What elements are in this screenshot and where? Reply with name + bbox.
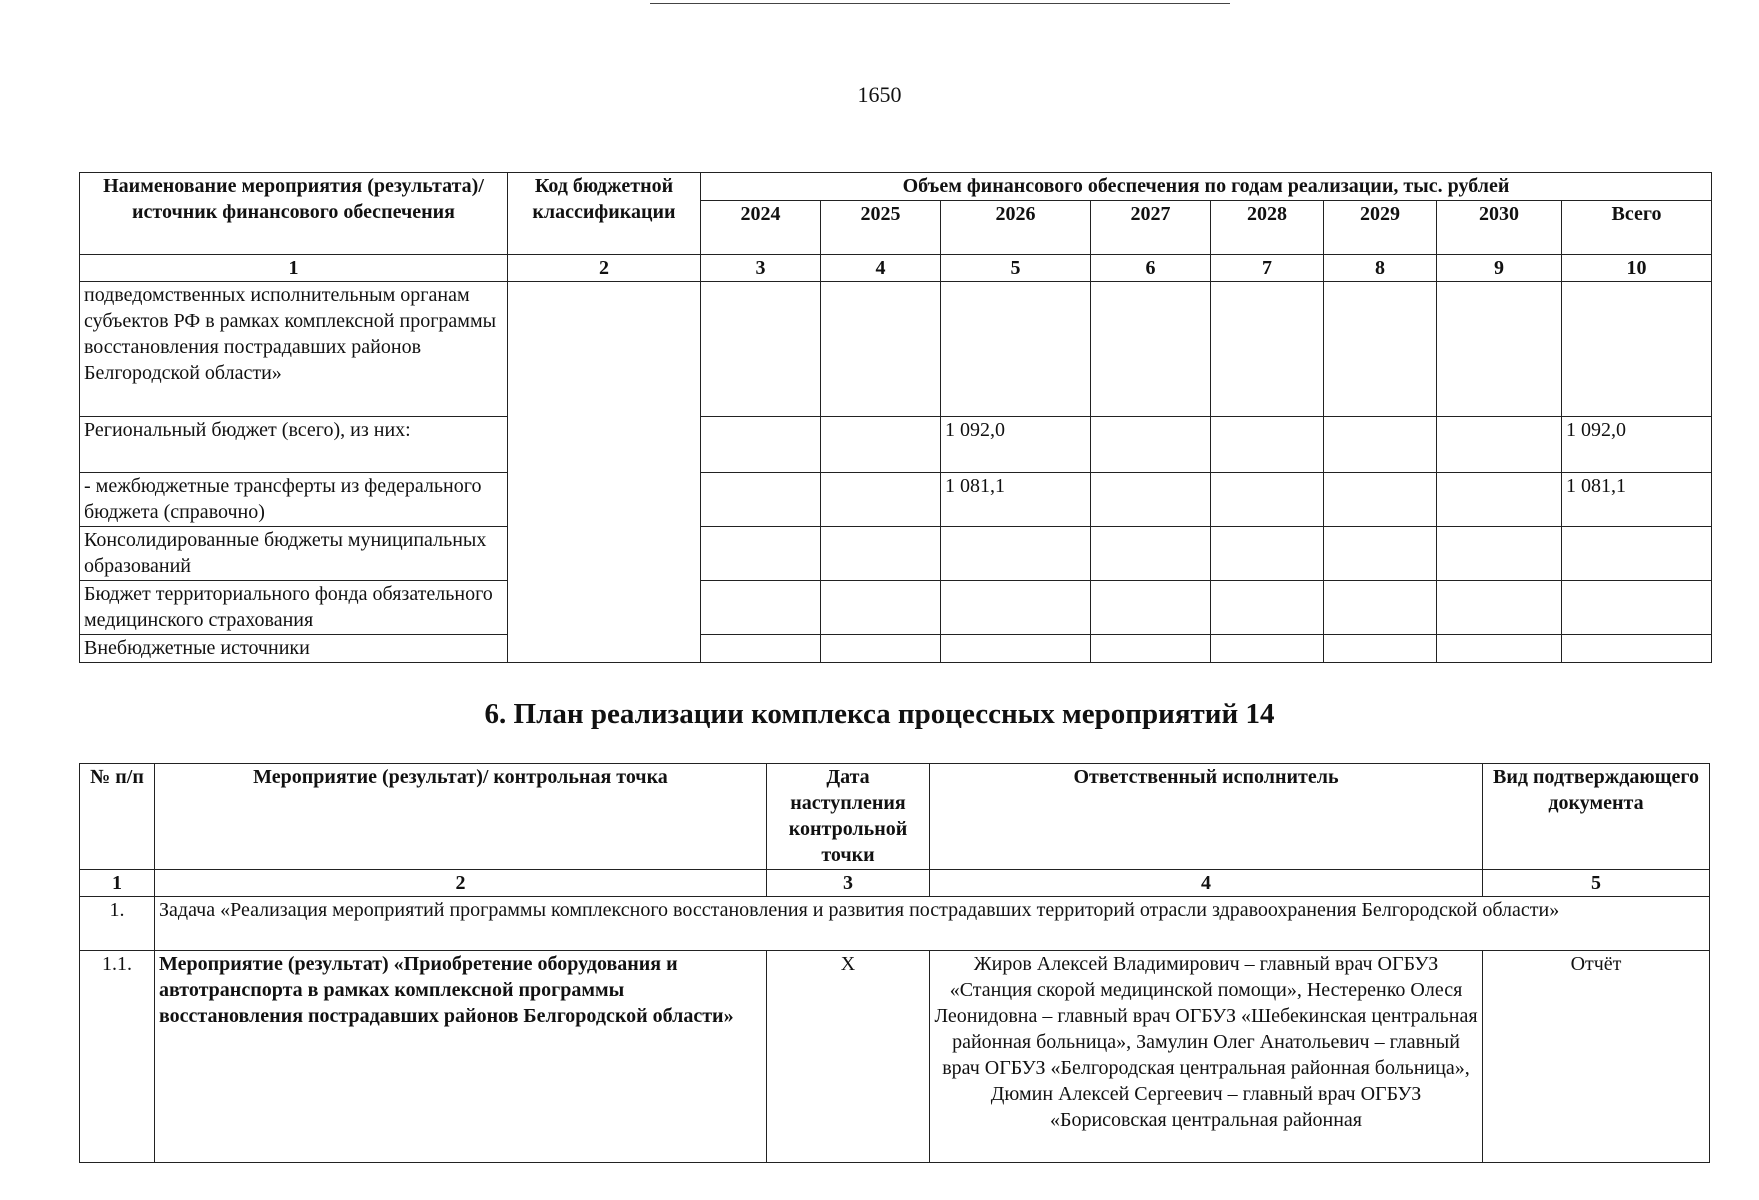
- value-cell: [1324, 581, 1437, 635]
- event-title: Мероприятие (результат) «Приобретение оборудования и автотранспорта в рамках комплексной программы восстановления пострадавших районов Белгородской области»: [155, 951, 767, 1163]
- value-cell: [1091, 282, 1211, 417]
- value-cell: [1211, 635, 1324, 663]
- header-year: 2025: [821, 201, 941, 255]
- value-cell: [821, 527, 941, 581]
- value-cell: [701, 635, 821, 663]
- col-number: 7: [1211, 255, 1324, 282]
- value-cell: [1324, 473, 1437, 527]
- value-cell: [701, 282, 821, 417]
- value-cell: [1091, 417, 1211, 473]
- event-doc: Отчёт: [1483, 951, 1710, 1163]
- value-cell: [1437, 527, 1562, 581]
- header-total: Всего: [1562, 201, 1712, 255]
- header-date: Дата наступления контрольной точки: [767, 764, 930, 870]
- value-cell: 1 081,1: [1562, 473, 1712, 527]
- value-cell: [1324, 282, 1437, 417]
- col-number: 2: [155, 870, 767, 897]
- value-cell: [821, 282, 941, 417]
- value-cell: [821, 417, 941, 473]
- col-number: 4: [821, 255, 941, 282]
- value-cell: [821, 581, 941, 635]
- value-cell: [1211, 527, 1324, 581]
- col-number: 1: [80, 255, 508, 282]
- value-cell: [1091, 581, 1211, 635]
- table-row: [80, 635, 1712, 663]
- page-number: 1650: [857, 82, 902, 107]
- value-cell: [1324, 417, 1437, 473]
- table-row: [80, 282, 1712, 417]
- col-number: 2: [508, 255, 701, 282]
- col-number: 5: [941, 255, 1091, 282]
- value-cell: [701, 527, 821, 581]
- col-number: 5: [1483, 870, 1710, 897]
- value-cell: [1562, 581, 1712, 635]
- header-year: 2024: [701, 201, 821, 255]
- header-year: 2026: [941, 201, 1091, 255]
- row-name: подведомственных исполнительным органам субъектов РФ в рамках комплексной программы восстановления пострадавших районов Белгородской области»: [80, 282, 508, 417]
- row-name: Региональный бюджет (всего), из них:: [80, 417, 508, 473]
- table-row: [80, 581, 1712, 635]
- value-cell: [821, 635, 941, 663]
- header-name: Наименование мероприятия (результата)/ источник финансового обеспечения: [80, 173, 508, 255]
- value-cell: [941, 581, 1091, 635]
- header-year: 2027: [1091, 201, 1211, 255]
- row-name: Консолидированные бюджеты муниципальных образований: [80, 527, 508, 581]
- value-cell: [1091, 635, 1211, 663]
- value-cell: [1091, 473, 1211, 527]
- table-row: [80, 527, 1712, 581]
- table-row: [80, 417, 1712, 473]
- value-cell: [821, 473, 941, 527]
- value-cell: [1324, 527, 1437, 581]
- value-cell: [941, 527, 1091, 581]
- event-responsible: Жиров Алексей Владимирович – главный врач ОГБУЗ «Станция скорой медицинской помощи», Нестеренко Олеся Леонидовна – главный врач ОГБУЗ «Шебекинская центральная районная больница», Замулин Олег Анатольевич – главный врач ОГБУЗ «Белгородская центральная районная больница», Дюмин Алексей Сергеевич – главный врач ОГБУЗ «Борисовская центральная районная: [930, 951, 1483, 1163]
- finance-table: [79, 172, 1712, 663]
- header-event: Мероприятие (результат)/ контрольная точка: [155, 764, 767, 870]
- value-cell: 1 092,0: [1562, 417, 1712, 473]
- value-cell: [701, 417, 821, 473]
- header-code: Код бюджетной классификации: [508, 173, 701, 255]
- event-date: Х: [767, 951, 930, 1163]
- header-year: 2028: [1211, 201, 1324, 255]
- col-number: 3: [701, 255, 821, 282]
- table-row: [80, 473, 1712, 527]
- header-volume: Объем финансового обеспечения по годам реализации, тыс. рублей: [701, 173, 1712, 201]
- col-number: 1: [80, 870, 155, 897]
- value-cell: 1 081,1: [941, 473, 1091, 527]
- col-number: 3: [767, 870, 930, 897]
- value-cell: [1211, 581, 1324, 635]
- col-number: 8: [1324, 255, 1437, 282]
- value-cell: [1437, 581, 1562, 635]
- value-cell: [701, 581, 821, 635]
- value-cell: [701, 473, 821, 527]
- value-cell: [1211, 282, 1324, 417]
- event-row: [80, 951, 1710, 1163]
- task-num: 1.: [80, 897, 155, 951]
- value-cell: [941, 282, 1091, 417]
- budget-code-cell: [508, 282, 701, 663]
- col-number: 9: [1437, 255, 1562, 282]
- value-cell: [1091, 527, 1211, 581]
- row-name: Бюджет территориального фонда обязательного медицинского страхования: [80, 581, 508, 635]
- value-cell: [1211, 473, 1324, 527]
- header-year: 2030: [1437, 201, 1562, 255]
- header-responsible: Ответственный исполнитель: [930, 764, 1483, 870]
- col-number: 10: [1562, 255, 1712, 282]
- header-doc: Вид подтверждающего документа: [1483, 764, 1710, 870]
- col-number: 4: [930, 870, 1483, 897]
- event-num: 1.1.: [80, 951, 155, 1163]
- value-cell: [941, 635, 1091, 663]
- row-name: Внебюджетные источники: [80, 635, 508, 663]
- section-title: 6. План реализации комплекса процессных мероприятий 14: [484, 698, 1275, 730]
- col-number: 6: [1091, 255, 1211, 282]
- top-rule: [650, 3, 1230, 4]
- value-cell: [1211, 417, 1324, 473]
- value-cell: [1562, 635, 1712, 663]
- task-row: [80, 897, 1710, 951]
- value-cell: [1437, 417, 1562, 473]
- value-cell: [1562, 527, 1712, 581]
- value-cell: [1437, 282, 1562, 417]
- row-name: - межбюджетные трансферты из федерального бюджета (справочно): [80, 473, 508, 527]
- header-num: № п/п: [80, 764, 155, 870]
- value-cell: [1437, 473, 1562, 527]
- plan-table: [79, 763, 1710, 1163]
- value-cell: 1 092,0: [941, 417, 1091, 473]
- value-cell: [1324, 635, 1437, 663]
- value-cell: [1562, 282, 1712, 417]
- task-text: Задача «Реализация мероприятий программы комплексного восстановления и развития пострадавших территорий отрасли здравоохранения Белгородской области»: [155, 897, 1710, 951]
- header-year: 2029: [1324, 201, 1437, 255]
- value-cell: [1437, 635, 1562, 663]
